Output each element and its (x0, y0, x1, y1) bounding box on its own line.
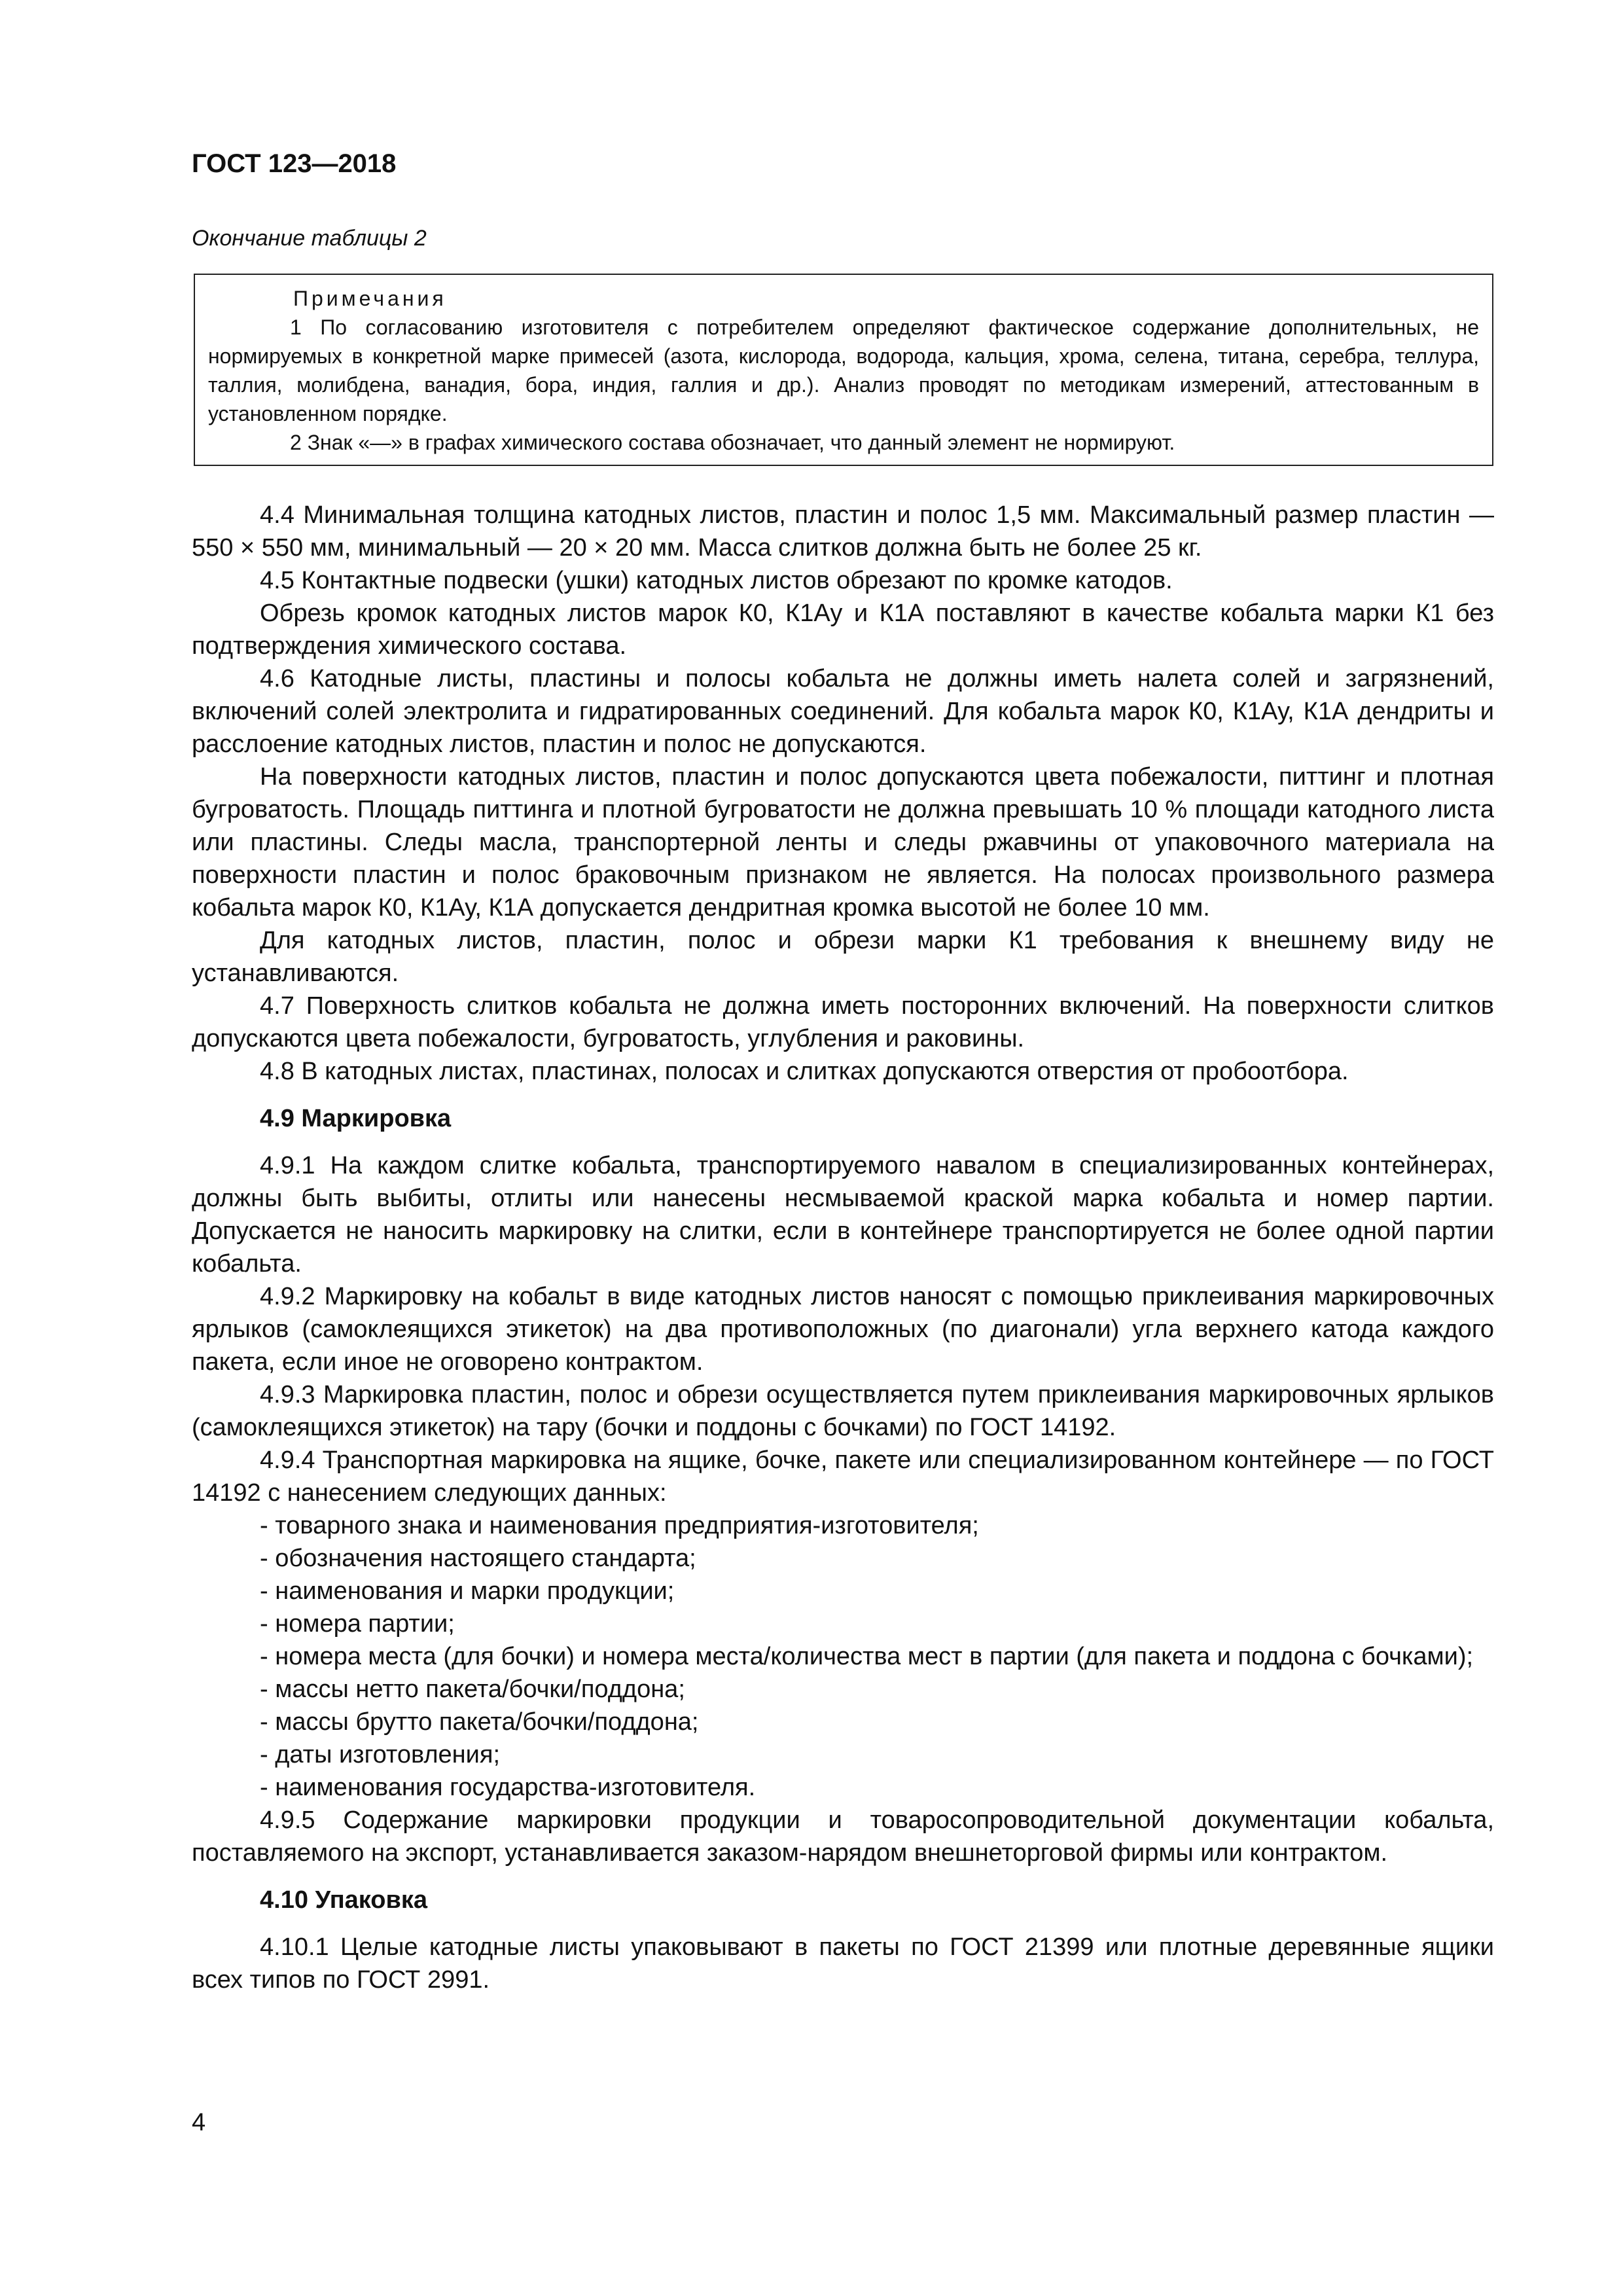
section-heading-marking: 4.9 Маркировка (260, 1105, 452, 1132)
paragraph: 4.8 В катодных листах, пластинах, полосах и слитках допускаются отверстия от пробоотбора. (260, 1058, 1349, 1085)
document-body (192, 499, 1494, 1996)
list-item: - наименования и марки продукции; (260, 1577, 675, 1605)
list-item: - номера партии; (260, 1610, 455, 1638)
paragraph: 4.5 Контактные подвески (ушки) катодных листов обрезают по кромке катодов. (260, 567, 1173, 594)
paragraph: 4.6 Катодные листы, пластины и полосы кобальта не должны иметь налета солей и загрязнений, включений солей электролита и гидратированных соединений. Для кобальта марок К0, К1Ау, К1А дендриты и расслоение катодных листов, пластин и полос не допускаются. (192, 665, 1494, 758)
list-item: - массы брутто пакета/бочки/поддона; (260, 1708, 699, 1736)
paragraph: На поверхности катодных листов, пластин и полос допускаются цвета побежалости, питтинг и плотная бугроватость. Площадь питтинга и плотной бугроватости не должна превышать 10 % площади катодного листа или пластины. Следы масла, транспортерной ленты и следы ржавчины от упаковочного материала на поверхности пластин и полос браковочным признаком не является. На полосах произвольного размера кобальта марок К0, К1Ау, К1А допускается дендритная кромка высотой не более 10 мм. (192, 763, 1494, 922)
paragraph: 4.9.3 Маркировка пластин, полос и обрези осуществляется путем приклеивания маркировочных ярлыков (самоклеящихся этикеток) на тару (бочки и поддоны с бочками) по ГОСТ 14192. (192, 1381, 1494, 1441)
notes-box (194, 274, 1493, 466)
notes-title: Примечания (293, 287, 447, 310)
paragraph: 4.9.1 На каждом слитке кобальта, транспортируемого навалом в специализированных контейнерах, должны быть выбиты, отлиты или нанесены несмываемой краской марка кобальта и номер партии. Допускается не наносить маркировку на слитки, если в контейнере транспортируется не более одной партии кобальта. (192, 1152, 1494, 1278)
list-item: - обозначения настоящего стандарта; (260, 1545, 696, 1572)
document-header: ГОСТ 123—2018 (192, 149, 397, 178)
paragraph: 4.9.5 Содержание маркировки продукции и товаросопроводительной документации кобальта, поставляемого на экспорт, устанавливается заказом-нарядом внешнеторговой фирмы или контрактом. (192, 1806, 1494, 1867)
section-heading-packaging: 4.10 Упаковка (260, 1886, 428, 1914)
paragraph: 4.9.2 Маркировку на кобальт в виде катодных листов наносят с помощью приклеивания маркировочных ярлыков (самоклеящихся этикеток) на два противоположных (по диагонали) угла верхнего катода каждого пакета, если иное не оговорено контрактом. (192, 1283, 1494, 1376)
list-item: - наименования государства-изготовителя. (260, 1774, 756, 1801)
list-item: - номера места (для бочки) и номера места/количества мест в партии (для пакета и поддона с бочками); (260, 1643, 1474, 1670)
note-item: 1 По согласованию изготовителя с потребителем определяют фактическое содержание дополнительных, не нормируемых в конкретной марке примесей (азота, кислорода, водорода, кальция, хрома, селена, титана, серебра, теллура, таллия, молибдена, ванадия, бора, индия, галлия и др.). Анализ проводят по методикам измерений, аттестованным в установленном порядке. (208, 315, 1479, 425)
list-item: - массы нетто пакета/бочки/поддона; (260, 1676, 685, 1703)
list-item: - товарного знака и наименования предприятия-изготовителя; (260, 1512, 979, 1539)
paragraph: 4.10.1 Целые катодные листы упаковывают в пакеты по ГОСТ 21399 или плотные деревянные ящики всех типов по ГОСТ 2991. (192, 1933, 1494, 1994)
paragraph: Обрезь кромок катодных листов марок К0, К1Ау и К1А поставляют в качестве кобальта марки К1 без подтверждения химического состава. (192, 600, 1494, 660)
note-item: 2 Знак «—» в графах химического состава обозначает, что данный элемент не нормируют. (290, 431, 1175, 454)
paragraph: 4.7 Поверхность слитков кобальта не должна иметь посторонних включений. На поверхности слитков допускаются цвета побежалости, бугроватость, углубления и раковины. (192, 992, 1494, 1052)
table-continuation-caption: Окончание таблицы 2 (192, 226, 427, 251)
list-item: - даты изготовления; (260, 1741, 501, 1768)
paragraph: Для катодных листов, пластин, полос и обрези марки К1 требования к внешнему виду не устанавливаются. (192, 927, 1494, 987)
page-number: 4 (192, 2109, 206, 2136)
paragraph: 4.9.4 Транспортная маркировка на ящике, бочке, пакете или специализированном контейнере — по ГОСТ 14192 с нанесением следующих данных: (192, 1446, 1494, 1507)
paragraph: 4.4 Минимальная толщина катодных листов, пластин и полос 1,5 мм. Максимальный размер пластин — 550 × 550 мм, минимальный — 20 × 20 мм. Масса слитков должна быть не более 25 кг. (192, 501, 1494, 562)
